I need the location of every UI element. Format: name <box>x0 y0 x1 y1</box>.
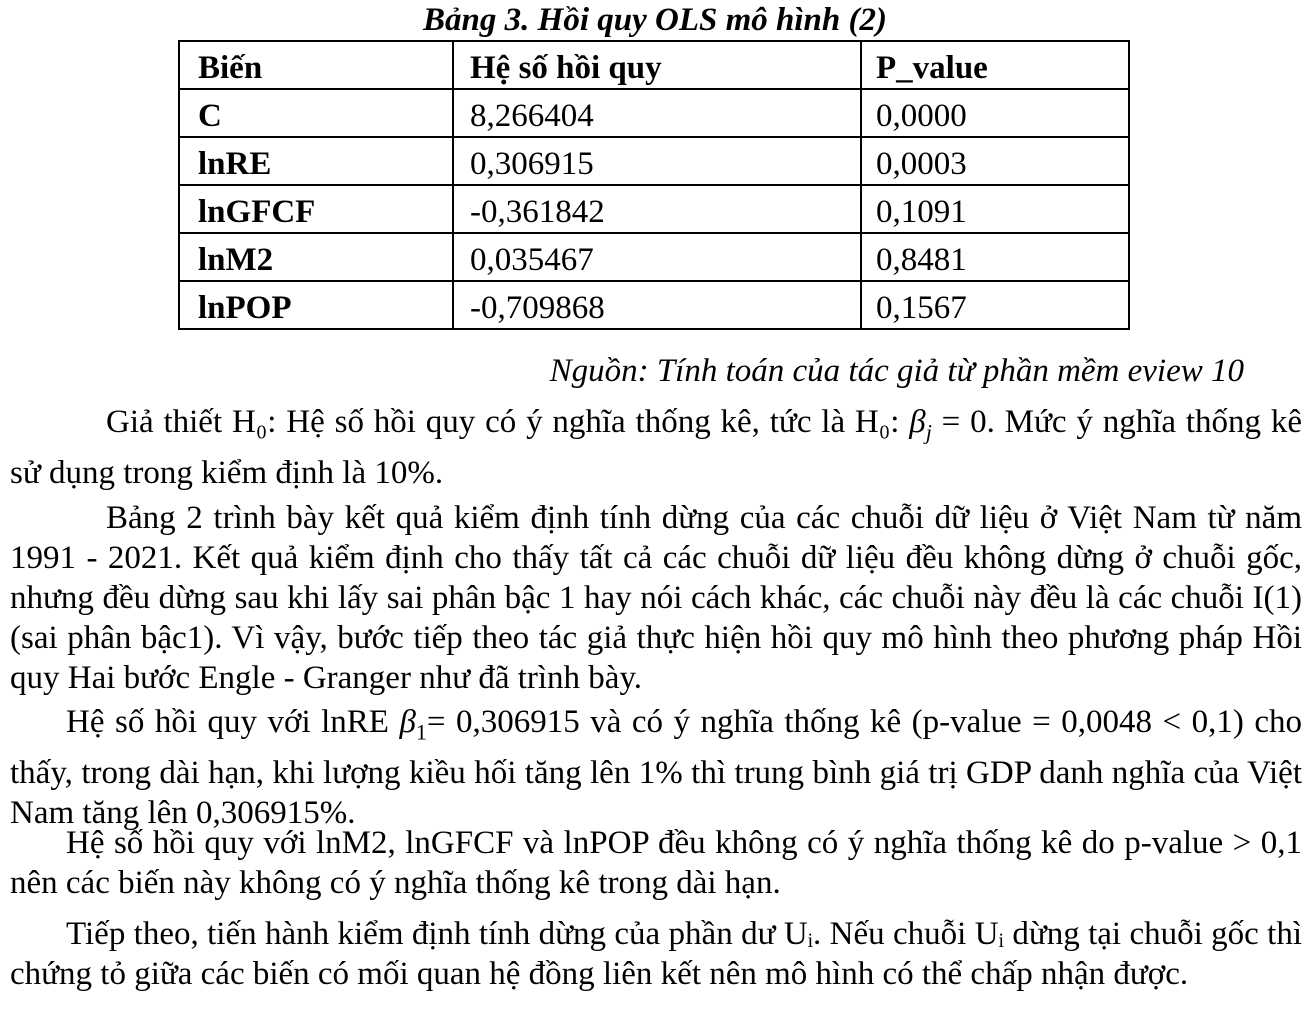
paragraph-text: Giả thiết H₀: Hệ số hồi quy có ý nghĩa thống kê, tức là H₀: <box>106 404 910 440</box>
table-row <box>179 233 1129 281</box>
header-coefficient: Hệ số hồi quy <box>453 41 861 89</box>
paragraph-stationarity: Bảng 2 trình bày kết quả kiểm định tính dừng của các chuỗi dữ liệu ở Việt Nam từ năm 1991 - 2021. Kết quả kiểm định cho thấy tất cả các chuỗi dữ liệu đều không dừng ở chuỗi gốc, nhưng đều dừng sau khi lấy sai phân bậc 1 hay nói cách khác, các chuỗi này đều là các chuỗi I(1) (sai phân bậc1). Vì vậy, bước tiếp theo tác giả thực hiện hồi quy mô hình theo phương pháp Hồi quy Hai bước Engle - Granger như đã trình bày. <box>10 500 1302 696</box>
paragraph-lnre <box>10 702 1302 833</box>
header-variable: Biến <box>179 41 453 89</box>
table-row <box>179 281 1129 329</box>
cell-pvalue: 0,0003 <box>861 137 1129 185</box>
table-title-text: Bảng 3. Hồi quy OLS mô hình (2) <box>423 2 887 38</box>
table-header-row <box>179 41 1129 89</box>
paragraph-text: = 0,306915 và có ý nghĩa thống kê (p-value = 0,0048 < 0,1) cho thấy, trong dài hạn, khi lượng kiều hối tăng lên 1% thì trung bình giá trị GDP danh nghĩa của Việt Nam tăng lên 0,306915%. <box>10 704 1302 831</box>
cell-pvalue: 0,0000 <box>861 89 1129 137</box>
cell-variable: lnPOP <box>179 281 453 329</box>
table-row <box>179 89 1129 137</box>
paragraph-residual: Tiếp theo, tiến hành kiểm định tính dừng của phần dư Uᵢ. Nếu chuỗi Uᵢ dừng tại chuỗi gốc thì chứng tỏ giữa các biến có mối quan hệ đồng liên kết nên mô hình có thể chấp nhận được. <box>10 916 1302 992</box>
cell-coefficient: 8,266404 <box>453 89 861 137</box>
paragraph-insignificant: Hệ số hồi quy với lnM2, lnGFCF và lnPOP đều không có ý nghĩa thống kê do p-value > 0,1 nên các biến này không có ý nghĩa thống kê trong dài hạn. <box>10 825 1302 901</box>
beta-subscript: j <box>925 419 932 445</box>
cell-variable: lnM2 <box>179 233 453 281</box>
beta-symbol: β <box>909 404 926 440</box>
paragraph-hypothesis <box>10 402 1302 493</box>
table-row <box>179 185 1129 233</box>
cell-coefficient: -0,361842 <box>453 185 861 233</box>
beta-symbol: β <box>399 704 416 740</box>
cell-coefficient: 0,035467 <box>453 233 861 281</box>
cell-coefficient: 0,306915 <box>453 137 861 185</box>
paragraph-text: = 0. Mức ý nghĩa thống kê sử dụng trong kiểm định là 10%. <box>10 404 1302 491</box>
beta-subscript: 1 <box>415 719 427 745</box>
cell-pvalue: 0,1567 <box>861 281 1129 329</box>
table-source-note: Nguồn: Tính toán của tác giả từ phần mềm eview 10 <box>549 353 1244 389</box>
cell-pvalue: 0,8481 <box>861 233 1129 281</box>
table-row <box>179 137 1129 185</box>
cell-variable: C <box>179 89 453 137</box>
paragraph-text: Hệ số hồi quy với lnRE <box>66 704 400 740</box>
cell-coefficient: -0,709868 <box>453 281 861 329</box>
regression-table <box>178 40 1130 330</box>
cell-pvalue: 0,1091 <box>861 185 1129 233</box>
table-title <box>0 0 1314 40</box>
cell-variable: lnRE <box>179 137 453 185</box>
cell-variable: lnGFCF <box>179 185 453 233</box>
header-pvalue: P_value <box>861 41 1129 89</box>
